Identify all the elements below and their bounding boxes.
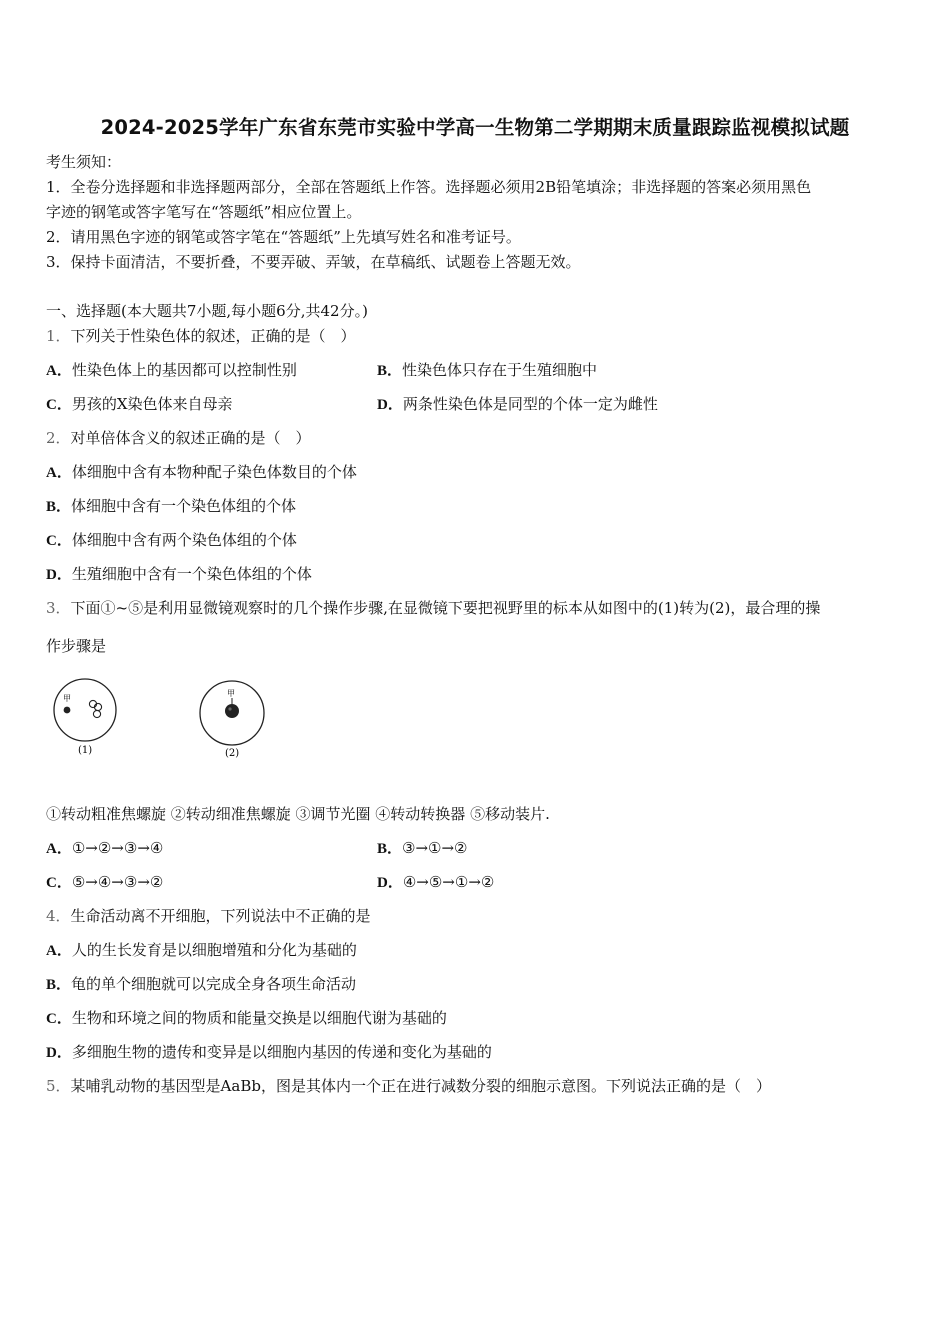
option-letter: B． xyxy=(377,841,403,857)
option-a[interactable] xyxy=(46,360,297,381)
option-letter: D． xyxy=(377,397,403,413)
option-letter: A． xyxy=(46,363,72,379)
option-a[interactable] xyxy=(46,462,357,483)
option-letter: B． xyxy=(377,363,403,379)
specimen-label: 甲 xyxy=(227,689,235,698)
option-letter: C． xyxy=(46,397,72,413)
option-letter: C． xyxy=(46,875,72,891)
question-stem: 下列关于性染色体的叙述，正确的是（ ） xyxy=(70,327,356,345)
option-letter: A． xyxy=(46,465,72,481)
option-letter: A． xyxy=(46,943,72,959)
option-letter: A． xyxy=(46,841,72,857)
option-text: 体细胞中含有一个染色体组的个体 xyxy=(71,497,297,515)
question-stem: 对单倍体含义的叙述正确的是（ ） xyxy=(70,429,311,447)
question-number: 2． xyxy=(46,429,71,447)
option-a[interactable] xyxy=(46,940,357,961)
option-letter: B． xyxy=(46,977,72,993)
option-letter: D． xyxy=(46,1045,72,1061)
option-text: ①→②→③→④ xyxy=(71,839,164,857)
question-5 xyxy=(46,1076,771,1096)
option-text: 体细胞中含有本物种配子染色体数目的个体 xyxy=(71,463,357,481)
question-4 xyxy=(46,906,371,926)
option-text: 人的生长发育是以细胞增殖和分化为基础的 xyxy=(71,941,357,959)
option-letter: C． xyxy=(46,1011,72,1027)
question-2 xyxy=(46,428,311,448)
option-a[interactable] xyxy=(46,838,163,859)
option-letter: D． xyxy=(377,875,403,891)
option-d[interactable] xyxy=(46,1042,492,1063)
option-text: ④→⑤→①→② xyxy=(402,873,495,891)
notice-heading: 考生须知： xyxy=(46,153,122,171)
operation-steps: ①转动粗准焦螺旋 ②转动细准焦螺旋 ③调节光圈 ④转动转换器 ⑤移动装片. xyxy=(46,805,550,823)
question-1 xyxy=(46,326,356,346)
specimen-detail xyxy=(228,707,231,710)
option-text: 性染色体只存在于生殖细胞中 xyxy=(402,361,598,379)
option-text: 体细胞中含有两个染色体组的个体 xyxy=(71,531,297,549)
option-b[interactable] xyxy=(46,974,356,995)
field-of-view-1 xyxy=(54,679,116,756)
question-stem: 某哺乳动物的基因型是AaBb，图是其体内一个正在进行减数分裂的细胞示意图。下列说法正确的是（ ） xyxy=(70,1077,771,1095)
figure-label-1: (1) xyxy=(78,745,93,756)
option-c[interactable] xyxy=(46,1008,447,1029)
microscope-field-figure xyxy=(48,676,278,766)
option-text: ⑤→④→③→② xyxy=(71,873,164,891)
question-stem-continued: 作步骤是 xyxy=(46,637,107,655)
option-text: 多细胞生物的遗传和变异是以细胞内基因的传递和变化为基础的 xyxy=(71,1043,492,1061)
specimen-enlarged xyxy=(225,704,239,718)
option-text: 两条性染色体是同型的个体一定为雌性 xyxy=(402,395,658,413)
option-letter: D． xyxy=(46,567,72,583)
figure-label-2: (2) xyxy=(225,748,240,759)
option-text: 龟的单个细胞就可以完成全身各项生命活动 xyxy=(71,975,357,993)
notice-item: 3．保持卡面清洁，不要折叠，不要弄破、弄皱，在草稿纸、试题卷上答题无效。 xyxy=(46,253,581,271)
cell-circle xyxy=(93,710,100,717)
question-stem: 下面①~⑤是利用显微镜观察时的几个操作步骤,在显微镜下要把视野里的标本从如图中的(1)转为(2)，最合理的操 xyxy=(70,599,821,617)
field-of-view-2 xyxy=(200,681,264,759)
question-number: 4． xyxy=(46,907,71,925)
option-d[interactable] xyxy=(377,872,494,893)
option-letter: C． xyxy=(46,533,72,549)
question-number: 3． xyxy=(46,599,71,617)
option-letter: B． xyxy=(46,499,72,515)
question-number: 1． xyxy=(46,327,71,345)
option-text: 性染色体上的基因都可以控制性别 xyxy=(71,361,297,379)
question-stem: 生命活动离不开细胞，下列说法中不正确的是 xyxy=(70,907,371,925)
option-c[interactable] xyxy=(46,530,297,551)
option-text: 生物和环境之间的物质和能量交换是以细胞代谢为基础的 xyxy=(71,1009,447,1027)
page-title: 2024-2025学年广东省东莞市实验中学高一生物第二学期期末质量跟踪监视模拟试题 xyxy=(100,116,850,139)
section-heading: 一、选择题(本大题共7小题,每小题6分,共42分。) xyxy=(46,302,368,320)
option-text: ③→①→② xyxy=(402,839,468,857)
specimen-label: 甲 xyxy=(63,694,71,703)
option-d[interactable] xyxy=(46,564,312,585)
question-3 xyxy=(46,598,820,618)
option-b[interactable] xyxy=(377,838,468,859)
option-b[interactable] xyxy=(377,360,597,381)
option-b[interactable] xyxy=(46,496,296,517)
notice-item: 1．全卷分选择题和非选择题两部分，全部在答题纸上作答。选择题必须用2B铅笔填涂；非选择题的答案必须用黑色 xyxy=(46,178,812,196)
option-c[interactable] xyxy=(46,394,233,415)
option-c[interactable] xyxy=(46,872,163,893)
option-text: 男孩的X染色体来自母亲 xyxy=(71,395,233,413)
specimen-dot xyxy=(64,707,71,714)
option-d[interactable] xyxy=(377,394,658,415)
notice-item: 字迹的钢笔或答字笔写在“答题纸”相应位置上。 xyxy=(46,203,362,221)
option-text: 生殖细胞中含有一个染色体组的个体 xyxy=(71,565,312,583)
notice-item: 2．请用黑色字迹的钢笔或答字笔在“答题纸”上先填写姓名和准考证号。 xyxy=(46,228,521,246)
question-number: 5． xyxy=(46,1077,71,1095)
